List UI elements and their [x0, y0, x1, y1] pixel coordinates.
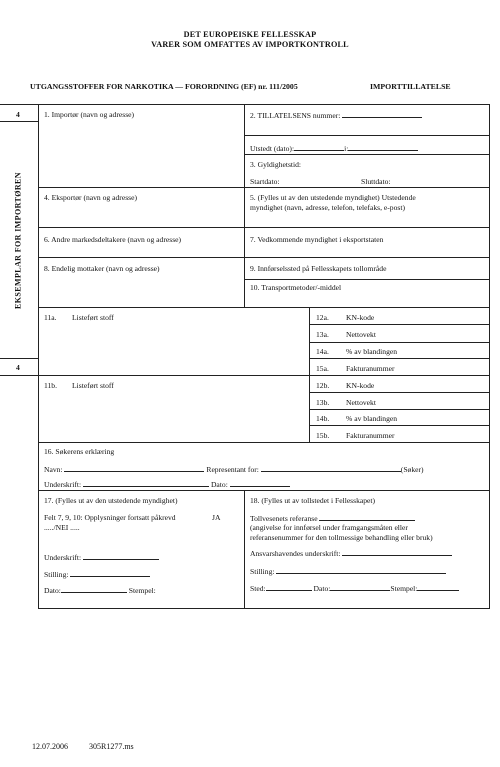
- signature-line: [83, 479, 209, 487]
- box-18-position-line: [276, 566, 446, 574]
- box-17-position-line: [70, 569, 150, 577]
- box-18-note-line2: referansenummer for den tollmessige behandling eller bruk): [250, 533, 433, 542]
- box-3-validity: 3. Gyldighetstid:: [250, 160, 302, 169]
- box-5-issuing-authority-line1[interactable]: 5. (Fylles ut av den utstedende myndighet) Utstedende: [250, 193, 416, 202]
- box-2-issued[interactable]: [250, 143, 418, 153]
- box-18-date-label: Dato:: [313, 584, 331, 593]
- box-18-position[interactable]: [250, 566, 446, 576]
- box-2-label: 2. TILLATELSENS nummer:: [250, 111, 341, 120]
- box-17-issuing-authority: 17. (Fylles ut av den utstedende myndighet): [44, 496, 178, 505]
- permit-number-line: [342, 110, 422, 118]
- customs-reference-line: [319, 513, 415, 521]
- box-18-note-line1: (angivelse for innførsel under framgangsmåten eller: [250, 523, 408, 532]
- responsible-signature-line: [342, 548, 452, 556]
- issued-in-line: [348, 143, 418, 151]
- box-17-no[interactable]: ...../NEI .....: [44, 523, 80, 532]
- box-17-position-label: Stilling:: [44, 570, 69, 579]
- box-15a-number: 15a.: [316, 364, 329, 373]
- box-17-date-label: Dato:: [44, 586, 61, 595]
- box-14a-percent-mixture[interactable]: % av blandingen: [346, 347, 398, 356]
- place-line: [266, 583, 312, 591]
- footer-reference: 305R1277.ms: [89, 742, 134, 751]
- box-13a-net-weight[interactable]: Nettovekt: [346, 330, 376, 339]
- date-line: [230, 479, 290, 487]
- box-11a-number: 11a.: [44, 313, 57, 322]
- box-14b-percent-mixture[interactable]: % av blandingen: [346, 414, 398, 423]
- box-18-stamp-line: [417, 583, 459, 591]
- name-line: [64, 464, 204, 472]
- box-17-stamp-label: Stempel:: [128, 586, 156, 595]
- box-11b-number: 11b.: [44, 381, 58, 390]
- declaration-sign-row[interactable]: [44, 479, 290, 489]
- representative-label: Representant for:: [206, 465, 259, 474]
- box-10-transport[interactable]: 10. Transportmetoder/-middel: [250, 283, 342, 292]
- issued-label: Utstedt (dato):: [250, 144, 295, 153]
- place-label: Sted:: [250, 584, 266, 593]
- box-18-customs-reference[interactable]: [250, 513, 415, 523]
- box-15b-invoice-number[interactable]: Fakturanummer: [346, 431, 395, 440]
- box-18-stamp-label: Stempel:: [390, 584, 418, 593]
- representative-line: [261, 464, 401, 472]
- box-13b-net-weight[interactable]: Nettovekt: [346, 398, 376, 407]
- box-13a-number: 13a.: [316, 330, 329, 339]
- box-11a-scheduled-substance[interactable]: Listeført stoff: [72, 313, 114, 322]
- responsible-signature-label: Ansvarshavendes underskrift:: [250, 549, 341, 558]
- box-14a-number: 14a.: [316, 347, 329, 356]
- box-12b-number: 12b.: [316, 381, 330, 390]
- box-13b-number: 13b.: [316, 398, 330, 407]
- box-17-date-stamp[interactable]: [44, 585, 156, 595]
- box-15b-number: 15b.: [316, 431, 330, 440]
- box-18-responsible-signature[interactable]: [250, 548, 452, 558]
- header-line-1: DET EUROPEISKE FELLESSKAP: [183, 30, 317, 39]
- box-12a-cn-code[interactable]: KN-kode: [346, 313, 375, 322]
- issued-in-label: i:: [344, 144, 349, 153]
- copy-number-top: 4: [16, 110, 20, 119]
- box-5-issuing-authority-line2: myndighet (navn, adresse, telefon, telefaks, e-post): [250, 203, 405, 212]
- footer-date: 12.07.2006: [32, 742, 68, 751]
- box-14b-number: 14b.: [316, 414, 330, 423]
- issued-line: [294, 143, 344, 151]
- box-12a-number: 12a.: [316, 313, 329, 322]
- box-17-signature-line: [83, 552, 159, 560]
- validity-end[interactable]: Sluttdato:: [361, 177, 391, 186]
- name-label: Navn:: [44, 465, 63, 474]
- box-7-export-authority[interactable]: 7. Vedkommende myndighet i eksportstaten: [250, 235, 384, 244]
- box-2-permit-number[interactable]: [250, 110, 422, 120]
- box-18-date-line: [330, 583, 390, 591]
- box-17-continued-required: Felt 7, 9, 10: Opplysninger fortsatt påkrevd: [44, 513, 176, 522]
- box-17-signature-label: Underskrift:: [44, 553, 82, 562]
- box-8-final-consignee[interactable]: 8. Endelig mottaker (navn og adresse): [44, 264, 160, 273]
- box-17-yes[interactable]: JA: [212, 513, 221, 522]
- box-12b-cn-code[interactable]: KN-kode: [346, 381, 375, 390]
- declaration-name-row[interactable]: [44, 464, 424, 474]
- box-18-place-date-stamp[interactable]: [250, 583, 459, 593]
- copy-number-bottom: 4: [16, 363, 20, 372]
- validity-start[interactable]: Startdato:: [250, 177, 280, 186]
- box-17-position[interactable]: [44, 569, 150, 579]
- box-9-point-of-entry[interactable]: 9. Innførselssted på Fellesskapets tollområde: [250, 264, 387, 273]
- box-17-date-line: [61, 585, 127, 593]
- box-6-other-operators[interactable]: 6. Andre markedsdeltakere (navn og adresse): [44, 235, 182, 244]
- box-17-signature[interactable]: [44, 552, 159, 562]
- box-18-position-label: Stilling:: [250, 567, 275, 576]
- signature-label: Underskrift:: [44, 480, 82, 489]
- applicant-label: (Søker): [400, 465, 424, 474]
- regulation-subtitle: UTGANGSSTOFFER FOR NARKOTIKA — FORORDNING (EF) nr. 111/2005: [30, 82, 298, 91]
- box-11b-scheduled-substance[interactable]: Listeført stoff: [72, 381, 114, 390]
- document-type: IMPORTTILLATELSE: [370, 82, 451, 91]
- header-line-2: VARER SOM OMFATTES AV IMPORTKONTROLL: [151, 40, 349, 49]
- box-18-customs-office: 18. (Fylles ut av tollstedet i Fellesskapet): [250, 496, 376, 505]
- copy-for-importer-label: EKSEMPLAR FOR IMPORTØREN: [13, 172, 23, 309]
- date-label: Dato:: [210, 480, 228, 489]
- box-1-importer[interactable]: 1. Importør (navn og adresse): [44, 110, 135, 119]
- box-16-declaration: 16. Søkerens erklæring: [44, 447, 115, 456]
- box-15a-invoice-number[interactable]: Fakturanummer: [346, 364, 395, 373]
- box-4-exporter[interactable]: 4. Eksportør (navn og adresse): [44, 193, 137, 202]
- customs-reference-label: Tollvesenets referanse: [250, 514, 318, 523]
